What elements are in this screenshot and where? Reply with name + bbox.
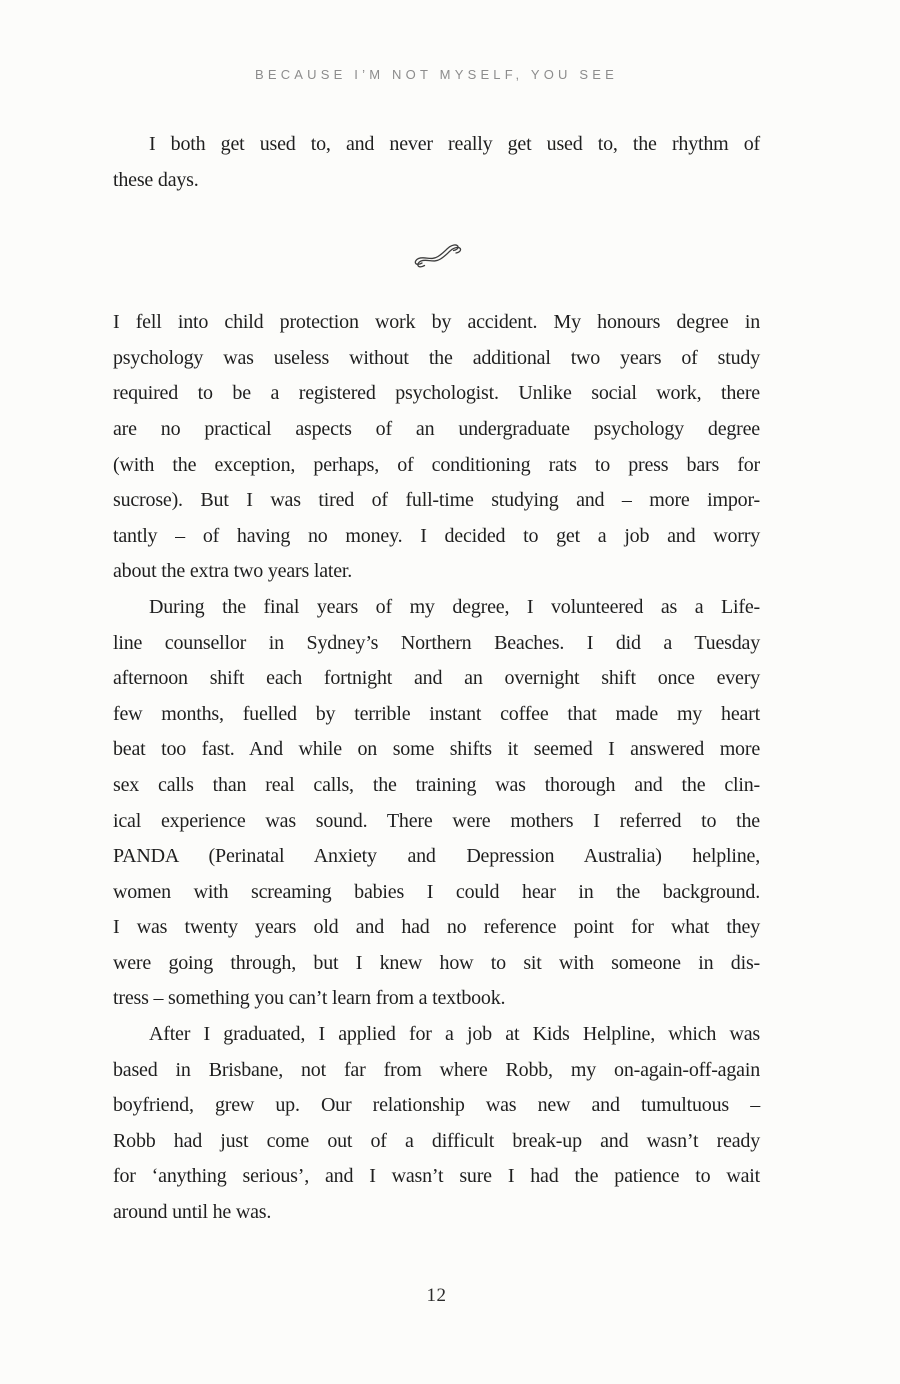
text-line: afternoon shift each fortnight and an overnight shift once every — [113, 667, 760, 690]
text-line: boyfriend, grew up. Our relationship was new and tumultuous – — [113, 1094, 760, 1117]
text-line: (with the exception, perhaps, of conditioning rats to press bars for — [113, 453, 760, 476]
section-break-ornament-icon — [411, 238, 463, 272]
text-line: Robb had just come out of a difficult break-up and wasn’t ready — [113, 1129, 760, 1152]
body-text — [113, 127, 760, 1231]
text-line: I both get used to, and never really get used to, the rhythm of — [149, 133, 760, 155]
text-line: for ‘anything serious’, and I wasn’t sure I had the patience to wait — [113, 1165, 760, 1188]
paragraph — [113, 127, 760, 198]
text-line: these days. — [113, 168, 199, 191]
text-line: line counsellor in Sydney’s Northern Beaches. I did a Tuesday — [113, 631, 760, 654]
text-line: beat too fast. And while on some shifts it seemed I answered more — [113, 738, 760, 761]
paragraph — [113, 1017, 760, 1231]
text-line: required to be a registered psychologist. Unlike social work, there — [113, 382, 760, 405]
text-line: During the final years of my degree, I volunteered as a Life- — [149, 595, 760, 618]
text-line: sex calls than real calls, the training was thorough and the clin- — [113, 773, 760, 796]
text-line: PANDA (Perinatal Anxiety and Depression Australia) helpline, — [113, 845, 760, 868]
page-number: 12 — [426, 1285, 447, 1306]
text-line: tantly – of having no money. I decided to get a job and worry — [113, 524, 760, 547]
running-header: BECAUSE I’M NOT MYSELF, YOU SEE — [254, 67, 619, 82]
text-line: ical experience was sound. There were mothers I referred to the — [113, 809, 760, 832]
text-line: few months, fuelled by terrible instant coffee that made my heart — [113, 702, 760, 725]
text-line: sucrose). But I was tired of full-time studying and – more impor- — [113, 489, 760, 512]
text-line: about the extra two years later. — [113, 560, 353, 583]
paragraph — [113, 590, 760, 1017]
paragraph — [113, 305, 760, 590]
text-line: are no practical aspects of an undergraduate psychology degree — [113, 417, 760, 440]
text-line: were going through, but I knew how to sit with someone in dis- — [113, 951, 760, 974]
text-line: women with screaming babies I could hear in the background. — [113, 880, 760, 903]
text-line: I fell into child protection work by accident. My honours degree in — [113, 311, 760, 334]
text-line: psychology was useless without the additional two years of study — [113, 346, 760, 369]
text-line: After I graduated, I applied for a job at Kids Helpline, which was — [149, 1023, 760, 1046]
section-break — [113, 238, 760, 272]
text-line: based in Brisbane, not far from where Robb, my on-again-off-again — [113, 1058, 760, 1081]
text-line: around until he was. — [113, 1201, 272, 1224]
text-line: I was twenty years old and had no reference point for what they — [113, 916, 760, 939]
text-line: tress – something you can’t learn from a textbook. — [113, 987, 506, 1010]
